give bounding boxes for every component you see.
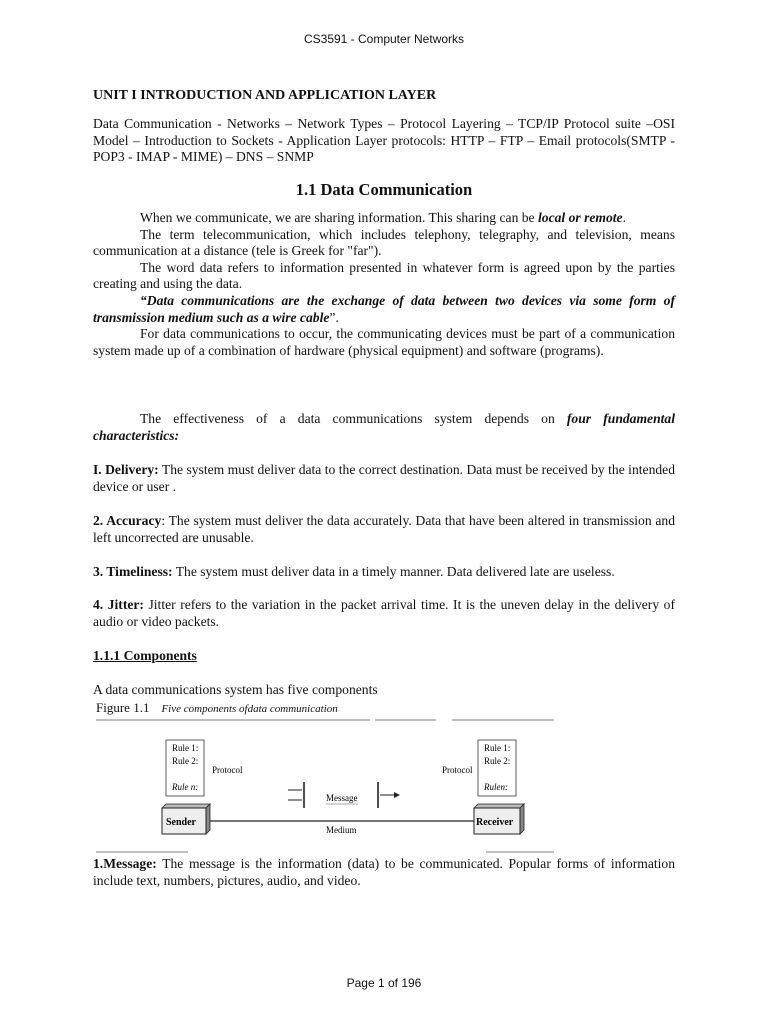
characteristic-jitter	[93, 597, 675, 630]
paragraph-telecommunication: The term telecommunication, which includes telephony, telegraphy, and television, means communication at a distance (tele is Greek for "far").	[93, 226, 675, 259]
paragraph-data: The word data refers to information presented in whatever form is agreed upon by the parties creating and using the data.	[93, 259, 675, 292]
section-title: 1.1 Data Communication	[295, 180, 473, 199]
receiver-device-side	[520, 804, 524, 834]
paragraph-text: .	[622, 210, 626, 225]
paragraph-text: The effectiveness of a data communications system depends on	[140, 411, 567, 426]
paragraph-system: For data communications to occur, the communicating devices must be part of a communication system made up of a combination of hardware (physical equipment) and software (programs).	[93, 326, 675, 358]
paragraph-definition	[93, 293, 675, 326]
sender-device-top	[162, 804, 210, 808]
unit-title: UNIT I INTRODUCTION AND APPLICATION LAYER	[93, 88, 437, 103]
components-heading	[93, 648, 675, 665]
emphasis-text: local or remote	[538, 210, 623, 225]
definition-quote: “Data communications are the exchange of data between two devices via some form of transmission medium such as a wire cable	[93, 292, 675, 325]
characteristic-accuracy	[93, 513, 675, 546]
message-arrow-icon	[394, 792, 400, 798]
receiver-rule-2: Rule 2:	[484, 756, 511, 766]
characteristic-label: 4. Jitter:	[93, 597, 144, 612]
receiver-rule-1: Rule 1:	[484, 743, 511, 753]
sender-rule-1: Rule 1:	[172, 743, 199, 753]
intro-paragraphs	[93, 210, 675, 359]
sender-label: Sender	[166, 817, 196, 828]
paragraph-text: ”.	[329, 309, 339, 325]
receiver-device-top	[474, 804, 524, 808]
characteristic-label: 2. Accuracy	[93, 513, 162, 528]
components-diagram	[90, 712, 570, 862]
sender-rule-n: Rule n:	[172, 782, 199, 792]
page-footer: Page 1 of 196	[346, 976, 422, 990]
paragraph-text: When we communicate, we are sharing information. This sharing can be	[140, 210, 538, 225]
unit-summary: Data Communication - Networks – Network Types – Protocol Layering – TCP/IP Protocol suite –OSI Model – Introduction to Sockets - Application Layer protocols: HTTP – FTP – Email protocols(SMTP - POP3 - IMAP - MIME) – DNS – SNMP	[93, 116, 675, 165]
components-intro: A data communications system has five components	[93, 682, 378, 697]
definition-label: 1.Message:	[93, 856, 157, 871]
characteristic-text: : The system must deliver the data accurately. Data that have been altered in transmission and left uncorrected are unusable.	[93, 513, 675, 545]
receiver-label: Receiver	[476, 817, 514, 828]
page-header: CS3591 - Computer Networks	[303, 32, 465, 46]
sender-rule-2: Rule 2:	[172, 756, 199, 766]
characteristic-text: The system must deliver data to the correct destination. Data must be received by the intended device or user .	[93, 462, 675, 494]
emphasis-text: four fundamental characteristics:	[93, 411, 675, 443]
receiver-protocol-label: Protocol	[442, 765, 473, 775]
characteristic-timeliness	[93, 564, 675, 581]
paragraph-effectiveness	[93, 411, 675, 444]
sender-protocol-label: Protocol	[212, 765, 243, 775]
characteristic-text: Jitter refers to the variation in the packet arrival time. It is the uneven delay in the delivery of audio or video packets.	[93, 597, 675, 629]
sender-device-side	[206, 804, 210, 834]
characteristic-delivery	[93, 462, 675, 495]
message-label: Message	[326, 793, 358, 803]
receiver-rule-n: Rulen:	[484, 782, 508, 792]
figure-subcaption: Five components ofdata communication	[161, 703, 338, 715]
figure-number: Figure 1.1	[96, 700, 150, 715]
paragraph-sharing	[93, 210, 675, 227]
characteristic-label: 3. Timeliness:	[93, 564, 173, 579]
medium-label: Medium	[326, 825, 357, 835]
characteristic-text: The system must deliver data in a timely manner. Data delivered late are useless.	[172, 564, 615, 579]
definition-text: The message is the information (data) to be communicated. Popular forms of information include text, numbers, pictures, audio, and video.	[93, 856, 675, 888]
characteristic-label: I. Delivery:	[93, 462, 159, 477]
subsection-title: 1.1.1 Components	[93, 648, 197, 663]
message-definition	[93, 856, 675, 889]
